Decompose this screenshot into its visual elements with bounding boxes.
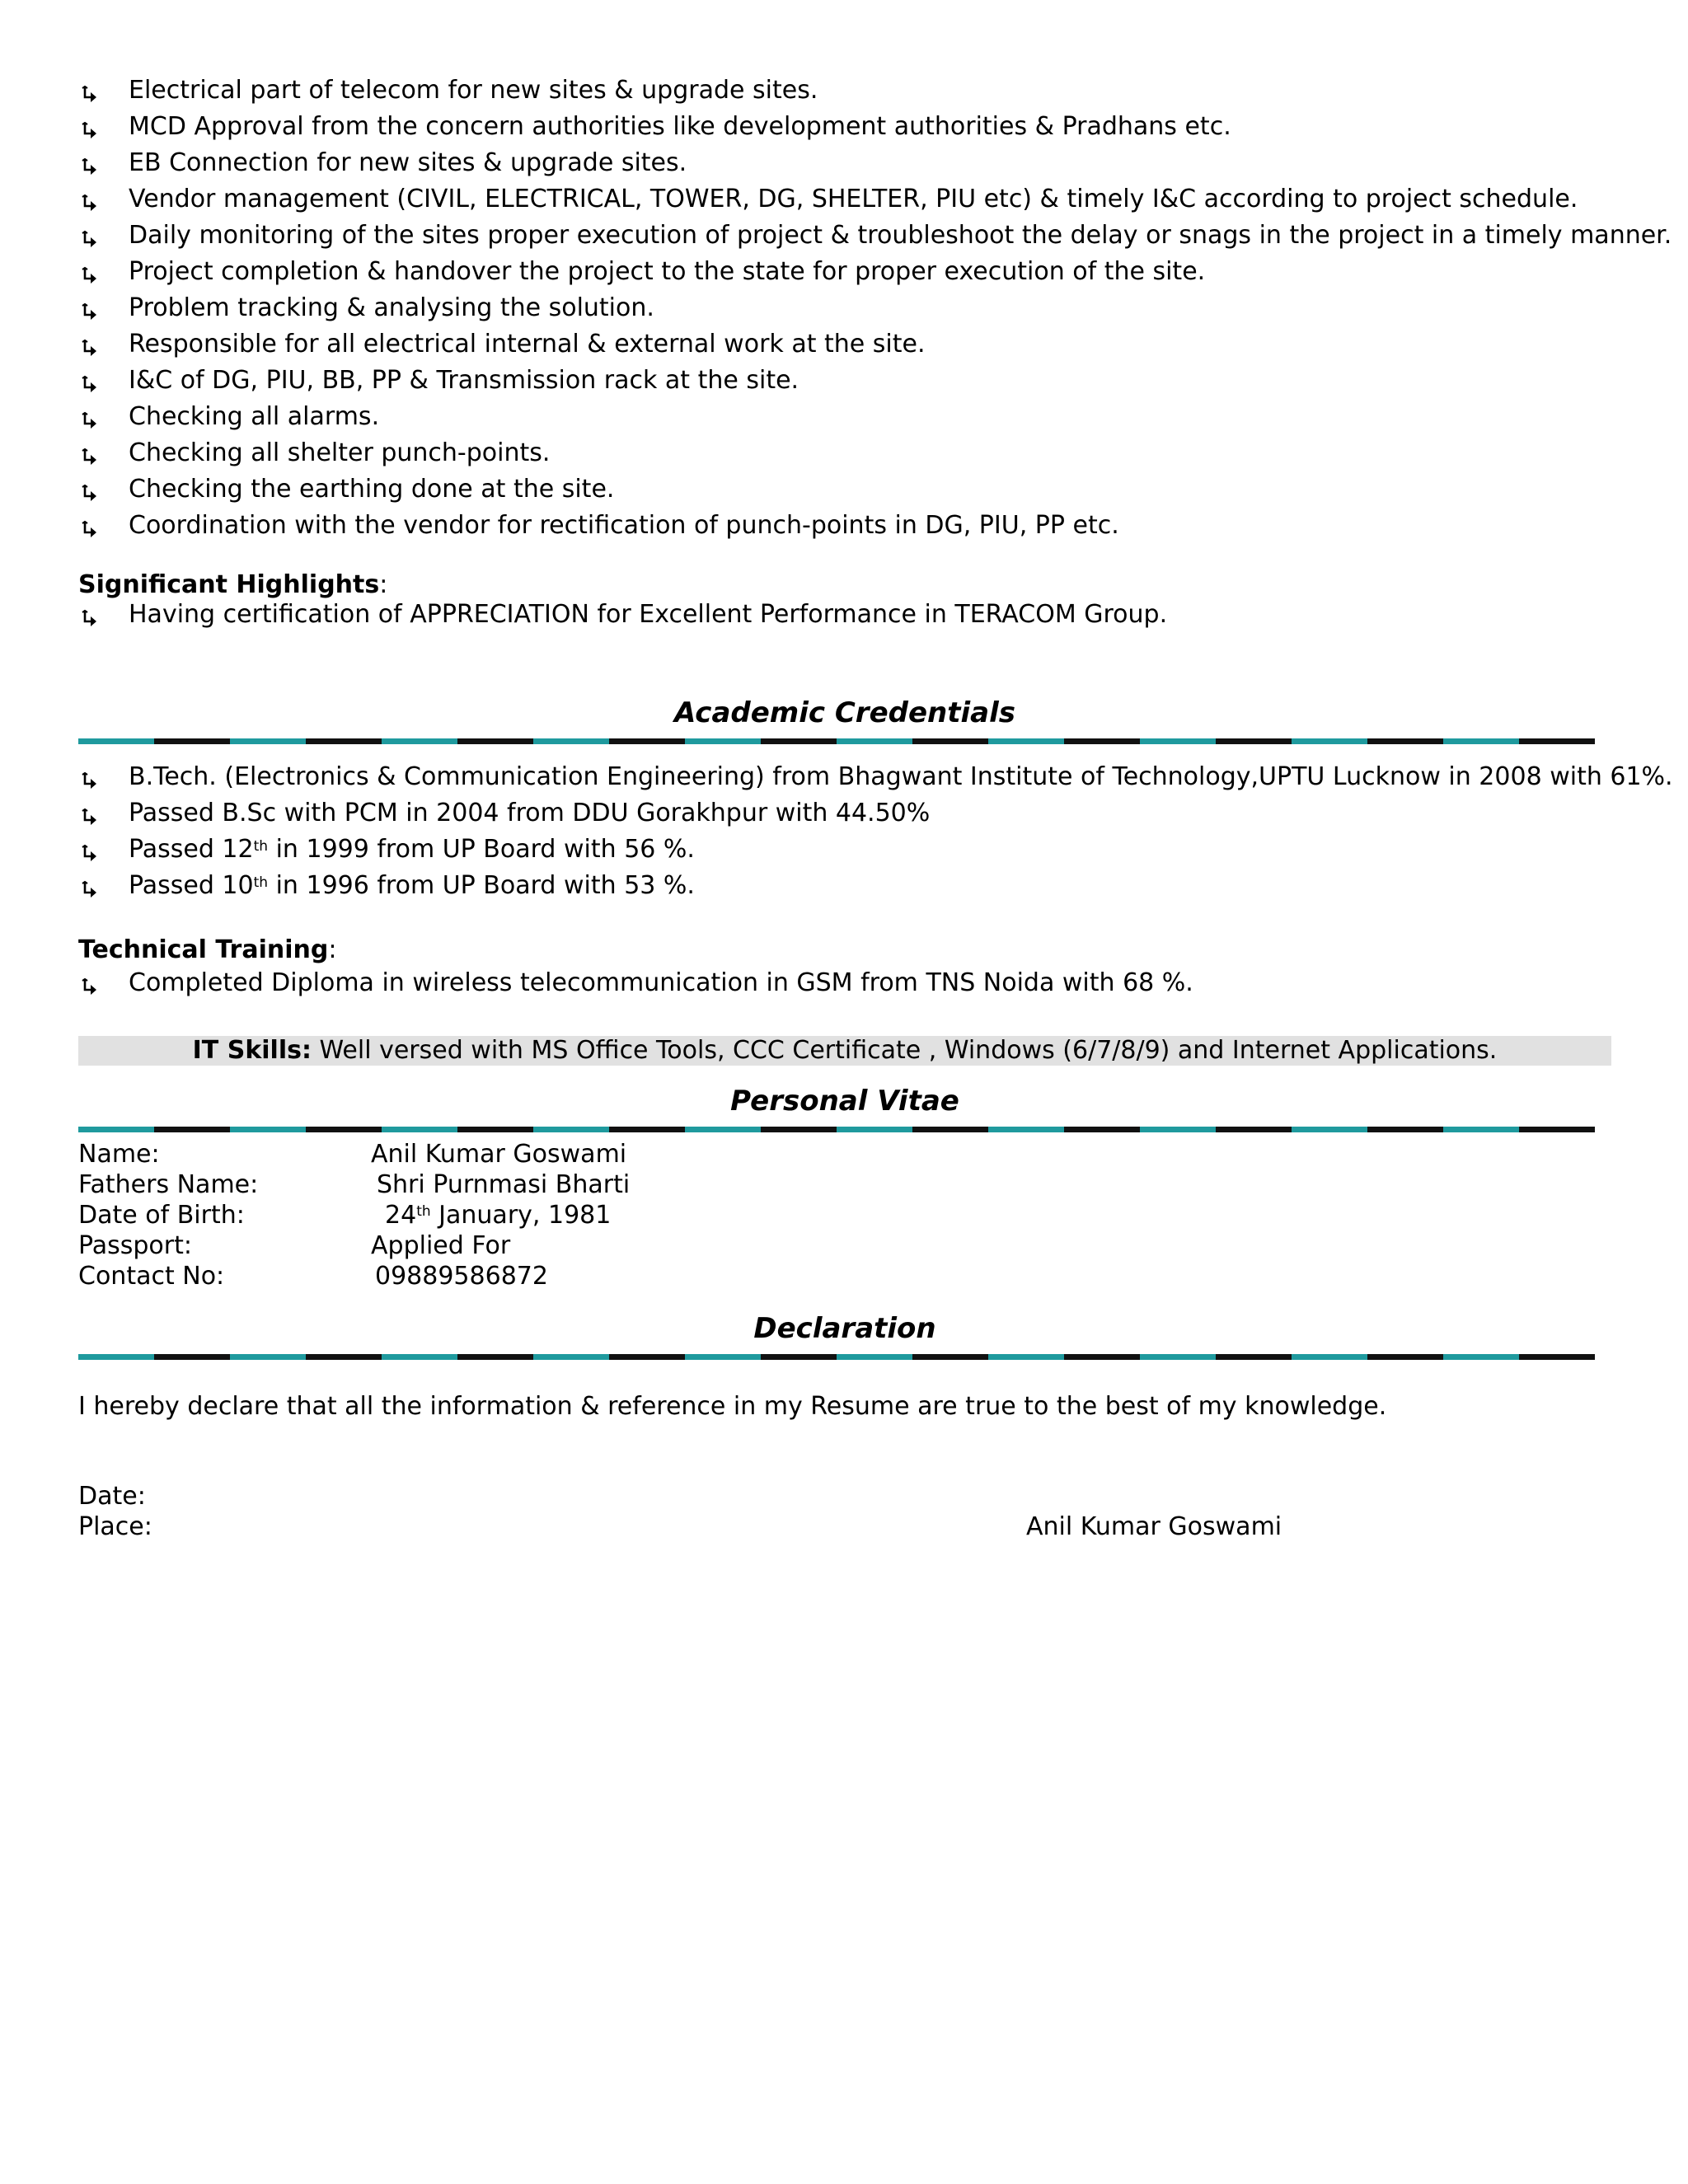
vitae-row-dob: Date of Birth: 24th January, 1981 [78, 1201, 612, 1230]
resume-page [78, 76, 1673, 1542]
arrow-bullet-icon [80, 878, 100, 898]
list-item: Having certification of APPRECIATION for Excellent Performance in TERACOM Group. [78, 600, 1686, 630]
declaration-rule [78, 1354, 1595, 1360]
list-item: Responsible for all electrical internal & external work at the site. [78, 330, 1686, 359]
list-item: Vendor management (CIVIL, ELECTRICAL, TOWER, DG, SHELTER, PIU etc) & timely I&C according to project schedule. [78, 185, 1686, 214]
arrow-bullet-icon [80, 409, 100, 429]
training-heading: Technical Training: [78, 935, 337, 964]
list-item: Electrical part of telecom for new sites & upgrade sites. [78, 76, 1686, 105]
training-list [78, 968, 1611, 998]
place-label: Place: [78, 1512, 152, 1541]
list-item: Checking all alarms. [78, 402, 1686, 432]
list-item: Passed 10th in 1996 from UP Board with 53 %. [78, 871, 1686, 901]
academic-title: Academic Credentials [674, 696, 1015, 729]
arrow-bullet-icon [80, 481, 100, 501]
arrow-bullet-icon [80, 82, 100, 102]
arrow-bullet-icon [80, 607, 100, 626]
list-item: Completed Diploma in wireless telecommunication in GSM from TNS Noida with 68 %. [78, 968, 1686, 998]
vitae-title: Personal Vitae [730, 1085, 959, 1118]
arrow-bullet-icon [80, 191, 100, 211]
declaration-text: I hereby declare that all the information & reference in my Resume are true to the best of my knowledge. [78, 1392, 1387, 1421]
arrow-bullet-icon [80, 227, 100, 247]
arrow-bullet-icon [80, 518, 100, 537]
vitae-row-passport: Passport: Applied For [78, 1231, 511, 1260]
list-item: Passed B.Sc with PCM in 2004 from DDU Gorakhpur with 44.50% [78, 799, 1686, 828]
list-item: Daily monitoring of the sites proper execution of project & troubleshoot the delay or snags in the project in a timely manner. [78, 221, 1686, 251]
arrow-bullet-icon [80, 841, 100, 861]
arrow-bullet-icon [80, 373, 100, 392]
arrow-bullet-icon [80, 336, 100, 356]
list-item: Project completion & handover the project to the state for proper execution of the site. [78, 257, 1686, 287]
list-item: I&C of DG, PIU, BB, PP & Transmission rack at the site. [78, 366, 1686, 396]
arrow-bullet-icon [80, 119, 100, 138]
vitae-rule [78, 1127, 1595, 1132]
arrow-bullet-icon [80, 975, 100, 995]
list-item: MCD Approval from the concern authorities like development authorities & Pradhans etc. [78, 112, 1686, 142]
date-label: Date: [78, 1482, 146, 1511]
academic-list [78, 762, 1673, 901]
arrow-bullet-icon [80, 805, 100, 825]
arrow-bullet-icon [80, 264, 100, 284]
declaration-title: Declaration [753, 1312, 936, 1345]
list-item: Checking all shelter punch-points. [78, 438, 1686, 468]
vitae-row-name: Name: Anil Kumar Goswami [78, 1140, 627, 1169]
signature-name: Anil Kumar Goswami [1026, 1512, 1282, 1541]
vitae-details [78, 1139, 1611, 1291]
responsibilities-list [78, 76, 1672, 541]
vitae-row-contact: Contact No: 09889586872 [78, 1262, 548, 1291]
list-item: B.Tech. (Electronics & Communication Engineering) from Bhagwant Institute of Technology,UPTU Lucknow in 2008 with 61%. [78, 762, 1686, 792]
it-skills-bar: IT Skills: Well versed with MS Office Tools, CCC Certificate , Windows (6/7/8/9) and Internet Applications. [78, 1036, 1611, 1066]
vitae-row-father: Fathers Name: Shri Purnmasi Bharti [78, 1170, 631, 1199]
arrow-bullet-icon [80, 769, 100, 789]
list-item: EB Connection for new sites & upgrade sites. [78, 148, 1686, 178]
highlights-heading: Significant Highlights: [78, 570, 388, 599]
arrow-bullet-icon [80, 155, 100, 175]
arrow-bullet-icon [80, 300, 100, 320]
list-item: Checking the earthing done at the site. [78, 475, 1686, 504]
arrow-bullet-icon [80, 445, 100, 465]
list-item: Problem tracking & analysing the solution. [78, 293, 1686, 323]
list-item: Passed 12th in 1999 from UP Board with 56 %. [78, 835, 1686, 865]
list-item: Coordination with the vendor for rectification of punch-points in DG, PIU, PP etc. [78, 511, 1686, 541]
highlights-list [78, 600, 1611, 630]
academic-rule [78, 738, 1595, 744]
